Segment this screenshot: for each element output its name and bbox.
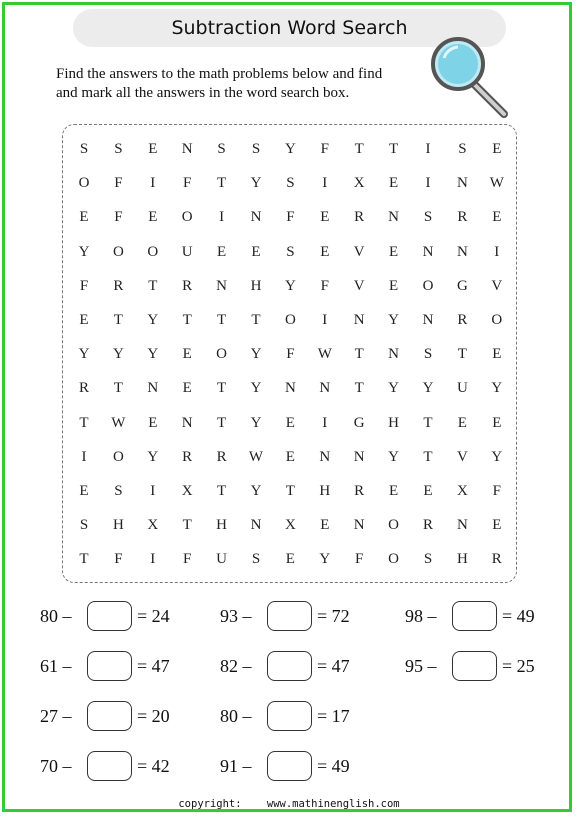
grid-letter[interactable]: T: [217, 380, 227, 397]
instructions-line-2: and mark all the answers in the word search box.: [56, 85, 350, 101]
grid-letter[interactable]: O: [388, 517, 400, 534]
grid-letter[interactable]: S: [251, 551, 261, 568]
answer-box[interactable]: [267, 751, 312, 781]
grid-letter[interactable]: E: [492, 209, 502, 226]
grid-letter[interactable]: F: [79, 277, 89, 294]
grid-letter[interactable]: E: [285, 448, 295, 465]
grid-letter[interactable]: N: [319, 380, 331, 397]
grid-letter[interactable]: S: [458, 141, 467, 157]
problem-result: = 25: [502, 656, 535, 676]
grid-letter[interactable]: S: [286, 243, 295, 260]
grid-letter[interactable]: G: [456, 277, 468, 294]
grid-letter[interactable]: F: [492, 483, 501, 499]
grid-letter[interactable]: Y: [319, 551, 331, 568]
grid-letter[interactable]: H: [250, 277, 262, 294]
grid-letter[interactable]: I: [81, 448, 87, 465]
grid-letter[interactable]: O: [78, 175, 90, 192]
grid-letter[interactable]: E: [148, 414, 158, 431]
grid-letter[interactable]: N: [216, 277, 228, 294]
problem-minuend: 61 –: [40, 656, 72, 676]
grid-letter[interactable]: Y: [284, 141, 296, 157]
grid-letter[interactable]: S: [79, 517, 89, 534]
grid-letter[interactable]: E: [182, 346, 192, 363]
grid-letter[interactable]: R: [354, 209, 365, 226]
grid-letter[interactable]: W: [111, 414, 126, 431]
grid-letter[interactable]: N: [353, 312, 365, 328]
grid-letter[interactable]: T: [423, 448, 433, 465]
grid-letter[interactable]: O: [112, 448, 124, 465]
grid-letter[interactable]: T: [217, 414, 227, 431]
problem-minuend: 93 –: [220, 606, 252, 626]
answer-box[interactable]: [452, 651, 497, 681]
answer-box[interactable]: [452, 601, 497, 631]
page-title: Subtraction Word Search: [171, 17, 408, 39]
grid-letter[interactable]: H: [216, 517, 228, 534]
answer-box[interactable]: [87, 751, 132, 781]
grid-letter[interactable]: Y: [388, 448, 400, 465]
grid-letter[interactable]: E: [389, 243, 399, 260]
problem-result: = 72: [317, 606, 350, 626]
grid-letter[interactable]: E: [217, 243, 227, 260]
problem-minuend: 27 –: [40, 706, 72, 726]
grid-letter[interactable]: T: [217, 312, 227, 328]
grid-letter[interactable]: I: [150, 483, 156, 499]
grid-letter[interactable]: O: [388, 551, 400, 568]
grid-letter[interactable]: T: [285, 483, 295, 499]
grid-letter[interactable]: Y: [491, 448, 503, 465]
answer-box[interactable]: [267, 701, 312, 731]
grid-letter[interactable]: I: [425, 175, 431, 192]
grid-letter[interactable]: R: [216, 448, 227, 465]
grid-letter[interactable]: N: [456, 517, 468, 534]
grid-letter[interactable]: R: [354, 483, 365, 499]
grid-letter[interactable]: N: [353, 517, 365, 534]
problem-minuend: 80 –: [40, 606, 72, 626]
grid-letter[interactable]: T: [423, 414, 433, 431]
grid-letter[interactable]: N: [250, 517, 262, 534]
grid-letter[interactable]: Y: [78, 346, 90, 363]
grid-letter[interactable]: E: [320, 243, 330, 260]
grid-letter[interactable]: N: [181, 141, 193, 157]
grid-letter[interactable]: E: [148, 141, 158, 157]
problem-result: = 47: [137, 656, 170, 676]
grid-letter[interactable]: Y: [147, 346, 159, 363]
grid-letter[interactable]: W: [248, 448, 264, 465]
problem-result: = 17: [317, 706, 350, 726]
grid-letter[interactable]: R: [457, 209, 468, 226]
instructions-line-1: Find the answers to the math problems below and find: [56, 66, 383, 82]
grid-letter[interactable]: Y: [422, 380, 434, 397]
grid-letter[interactable]: Y: [250, 483, 262, 499]
copyright-footer: [0, 798, 578, 810]
copyright-label: copyright:: [178, 798, 242, 810]
grid-letter[interactable]: E: [492, 517, 502, 534]
grid-letter[interactable]: S: [251, 141, 261, 157]
grid-letter[interactable]: R: [113, 277, 124, 294]
problem-minuend: 91 –: [220, 756, 252, 776]
grid-letter[interactable]: E: [492, 346, 502, 363]
problem-minuend: 82 –: [220, 656, 252, 676]
grid-letter[interactable]: X: [456, 483, 468, 499]
grid-letter[interactable]: H: [456, 551, 468, 568]
problem-result: = 24: [137, 606, 170, 626]
grid-letter[interactable]: E: [389, 483, 399, 499]
problem-result: = 47: [317, 656, 350, 676]
problem-minuend: 70 –: [40, 756, 72, 776]
grid-letter[interactable]: Y: [250, 346, 262, 363]
grid-letter[interactable]: N: [147, 380, 159, 397]
grid-letter[interactable]: N: [388, 209, 400, 226]
problem-result: = 20: [137, 706, 170, 726]
grid-letter[interactable]: T: [457, 346, 467, 363]
grid-letter[interactable]: Y: [388, 312, 400, 328]
grid-letter[interactable]: T: [79, 551, 89, 568]
problem-minuend: 80 –: [220, 706, 252, 726]
grid-letter[interactable]: F: [320, 277, 329, 294]
grid-letter[interactable]: T: [217, 483, 227, 499]
problem-minuend: 98 –: [405, 606, 437, 626]
grid-letter[interactable]: I: [494, 243, 500, 260]
instructions: [56, 65, 436, 103]
grid-letter[interactable]: V: [353, 277, 365, 294]
grid-letter[interactable]: X: [353, 175, 365, 192]
grid-letter[interactable]: E: [285, 414, 295, 431]
grid-letter[interactable]: E: [148, 209, 158, 226]
grid-letter[interactable]: F: [183, 551, 192, 568]
grid-letter[interactable]: S: [423, 551, 433, 568]
grid-letter[interactable]: H: [112, 517, 124, 534]
grid-letter[interactable]: N: [422, 312, 434, 328]
grid-letter[interactable]: E: [492, 414, 502, 431]
grid-letter[interactable]: N: [284, 380, 296, 397]
grid-letter[interactable]: N: [250, 209, 262, 226]
grid-letter[interactable]: V: [456, 448, 468, 465]
grid-letter[interactable]: N: [319, 448, 331, 465]
grid-letter[interactable]: T: [113, 380, 123, 397]
grid-letter[interactable]: H: [319, 483, 331, 499]
grid-letter[interactable]: N: [388, 346, 400, 363]
grid-letter[interactable]: I: [219, 209, 225, 226]
grid-letter[interactable]: S: [79, 141, 89, 157]
grid-letter[interactable]: V: [353, 243, 365, 260]
grid-letter[interactable]: E: [423, 483, 433, 499]
grid-letter[interactable]: Y: [147, 448, 159, 465]
grid-letter[interactable]: T: [217, 175, 227, 192]
grid-letter[interactable]: E: [79, 483, 89, 499]
grid-letter[interactable]: I: [322, 175, 328, 192]
problem-result: = 49: [317, 756, 350, 776]
grid-letter[interactable]: T: [251, 312, 261, 328]
grid-letter[interactable]: E: [389, 175, 399, 192]
grid-letter[interactable]: S: [114, 483, 123, 499]
grid-letter[interactable]: T: [182, 312, 192, 328]
grid-letter[interactable]: O: [147, 243, 159, 260]
grid-letter[interactable]: Y: [388, 380, 400, 397]
grid-letter[interactable]: S: [423, 209, 433, 226]
grid-letter[interactable]: N: [353, 448, 365, 465]
grid-letter[interactable]: T: [354, 141, 364, 157]
grid-letter[interactable]: E: [492, 141, 502, 157]
grid-letter[interactable]: Y: [250, 414, 262, 431]
grid-letter[interactable]: U: [456, 380, 468, 397]
grid-letter[interactable]: F: [286, 346, 295, 363]
grid-letter[interactable]: Y: [284, 277, 296, 294]
grid-letter[interactable]: T: [148, 277, 158, 294]
grid-letter[interactable]: S: [217, 141, 226, 157]
grid-letter[interactable]: E: [389, 277, 399, 294]
grid-letter[interactable]: T: [113, 312, 123, 328]
answer-box[interactable]: [267, 651, 312, 681]
grid-letter[interactable]: Y: [78, 243, 90, 260]
grid-letter[interactable]: F: [183, 175, 192, 192]
grid-letter[interactable]: F: [355, 551, 364, 568]
grid-letter[interactable]: E: [285, 551, 295, 568]
grid-letter[interactable]: T: [79, 414, 89, 431]
grid-letter[interactable]: U: [216, 551, 228, 568]
grid-letter[interactable]: U: [181, 243, 193, 260]
grid-letter[interactable]: R: [457, 312, 468, 328]
grid-letter[interactable]: E: [182, 380, 192, 397]
grid-letter[interactable]: N: [181, 414, 193, 431]
grid-letter[interactable]: E: [251, 243, 261, 260]
problem-result: = 42: [137, 756, 170, 776]
grid-letter[interactable]: N: [422, 243, 434, 260]
grid-letter[interactable]: W: [489, 175, 504, 192]
grid-letter[interactable]: I: [150, 175, 156, 192]
grid-letter[interactable]: R: [78, 380, 89, 397]
grid-letter[interactable]: Y: [491, 380, 503, 397]
copyright-site: www.mathinenglish.com: [266, 798, 400, 810]
grid-letter[interactable]: F: [114, 175, 123, 192]
answer-box[interactable]: [87, 651, 132, 681]
grid-letter[interactable]: H: [388, 414, 400, 431]
grid-letter[interactable]: Y: [112, 346, 124, 363]
grid-letter[interactable]: T: [389, 141, 399, 157]
grid-letter[interactable]: E: [320, 209, 330, 226]
grid-letter[interactable]: F: [286, 209, 295, 226]
grid-letter[interactable]: R: [491, 551, 502, 568]
answer-box[interactable]: [87, 701, 132, 731]
answer-box[interactable]: [87, 601, 132, 631]
grid-letter[interactable]: T: [354, 380, 364, 397]
grid-letter[interactable]: O: [181, 209, 193, 226]
grid-letter[interactable]: E: [79, 209, 89, 226]
grid-letter[interactable]: O: [112, 243, 124, 260]
grid-letter[interactable]: G: [353, 414, 365, 431]
grid-letter[interactable]: Y: [250, 175, 262, 192]
grid-letter[interactable]: O: [491, 312, 503, 328]
grid-letter[interactable]: O: [422, 277, 434, 294]
grid-letter[interactable]: V: [491, 277, 503, 294]
grid-letter[interactable]: I: [322, 414, 328, 431]
grid-letter[interactable]: X: [181, 483, 193, 499]
grid-letter[interactable]: N: [456, 243, 468, 260]
grid-letter[interactable]: I: [425, 141, 431, 157]
problem-minuend: 95 –: [405, 656, 437, 676]
grid-letter[interactable]: X: [147, 517, 159, 534]
grid-letter[interactable]: W: [317, 346, 332, 363]
grid-letter[interactable]: F: [114, 551, 123, 568]
magnifying-glass-icon: [428, 34, 512, 120]
grid-letter[interactable]: N: [456, 175, 468, 192]
grid-letter[interactable]: R: [182, 277, 193, 294]
grid-letter[interactable]: S: [423, 346, 433, 363]
grid-letter[interactable]: S: [114, 141, 123, 157]
grid-letter[interactable]: O: [284, 312, 296, 328]
grid-letter[interactable]: I: [150, 551, 156, 568]
answer-box[interactable]: [267, 601, 312, 631]
grid-letter[interactable]: R: [422, 517, 433, 534]
grid-letter[interactable]: E: [320, 517, 330, 534]
grid-letter[interactable]: Y: [147, 312, 159, 328]
grid-letter[interactable]: T: [182, 517, 192, 534]
grid-letter[interactable]: E: [457, 414, 467, 431]
grid-letter[interactable]: F: [320, 141, 329, 157]
grid-letter[interactable]: Y: [250, 380, 262, 397]
grid-letter[interactable]: R: [182, 448, 193, 465]
grid-letter[interactable]: I: [322, 312, 328, 328]
problem-result: = 49: [502, 606, 535, 626]
grid-letter[interactable]: T: [354, 346, 364, 363]
grid-letter[interactable]: E: [79, 312, 89, 328]
grid-letter[interactable]: O: [216, 346, 228, 363]
grid-letter[interactable]: F: [114, 209, 123, 226]
grid-letter[interactable]: X: [284, 517, 296, 534]
grid-letter[interactable]: S: [286, 175, 295, 192]
